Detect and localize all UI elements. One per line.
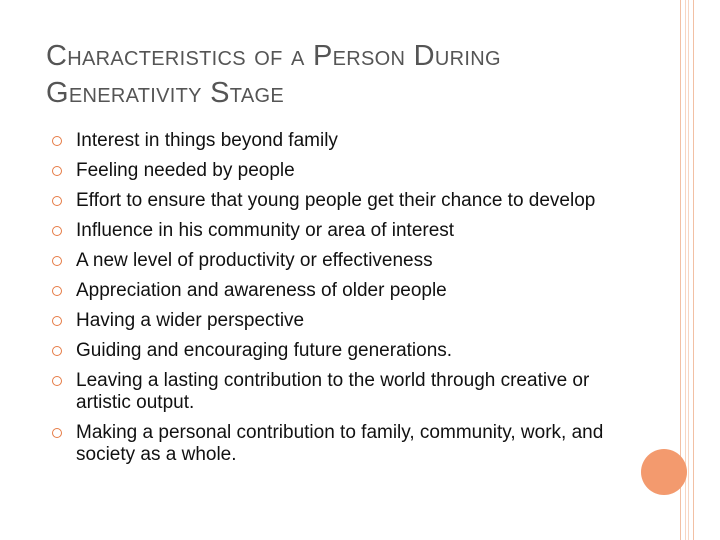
hollow-circle-bullet-icon <box>52 316 62 326</box>
list-item <box>46 370 606 414</box>
list-item <box>46 220 606 242</box>
list-item-text: Guiding and encouraging future generations. <box>76 340 453 361</box>
hollow-circle-bullet-icon <box>52 136 62 146</box>
decorative-circle <box>641 449 687 495</box>
list-item-text: Leaving a lasting contribution to the world through creative or artistic output. <box>76 370 590 413</box>
list-item-text: Feeling needed by people <box>76 160 295 181</box>
list-item-text: Appreciation and awareness of older people <box>76 280 447 301</box>
hollow-circle-bullet-icon <box>52 196 62 206</box>
slide-title: Characteristics of a Person During Generativity Stage <box>46 40 501 109</box>
hollow-circle-bullet-icon <box>52 256 62 266</box>
list-item <box>46 340 606 362</box>
list-item <box>46 310 606 332</box>
list-item <box>46 130 606 152</box>
list-item-text: Influence in his community or area of interest <box>76 220 455 241</box>
hollow-circle-bullet-icon <box>52 376 62 386</box>
list-item <box>46 280 606 302</box>
bullet-list <box>46 130 606 474</box>
hollow-circle-bullet-icon <box>52 428 62 438</box>
list-item-text: Having a wider perspective <box>76 310 305 331</box>
hollow-circle-bullet-icon <box>52 286 62 296</box>
hollow-circle-bullet-icon <box>52 166 62 176</box>
list-item-text: Making a personal contribution to family, community, work, and society as a whole. <box>76 422 604 465</box>
list-item-text: A new level of productivity or effectiveness <box>76 250 433 271</box>
hollow-circle-bullet-icon <box>52 346 62 356</box>
hollow-circle-bullet-icon <box>52 226 62 236</box>
list-item <box>46 422 606 466</box>
list-item <box>46 160 606 182</box>
decorative-border-right-inner <box>685 0 689 540</box>
list-item-text: Interest in things beyond family <box>76 130 338 151</box>
list-item <box>46 190 606 212</box>
list-item <box>46 250 606 272</box>
list-item-text: Effort to ensure that young people get their chance to develop <box>76 190 596 211</box>
